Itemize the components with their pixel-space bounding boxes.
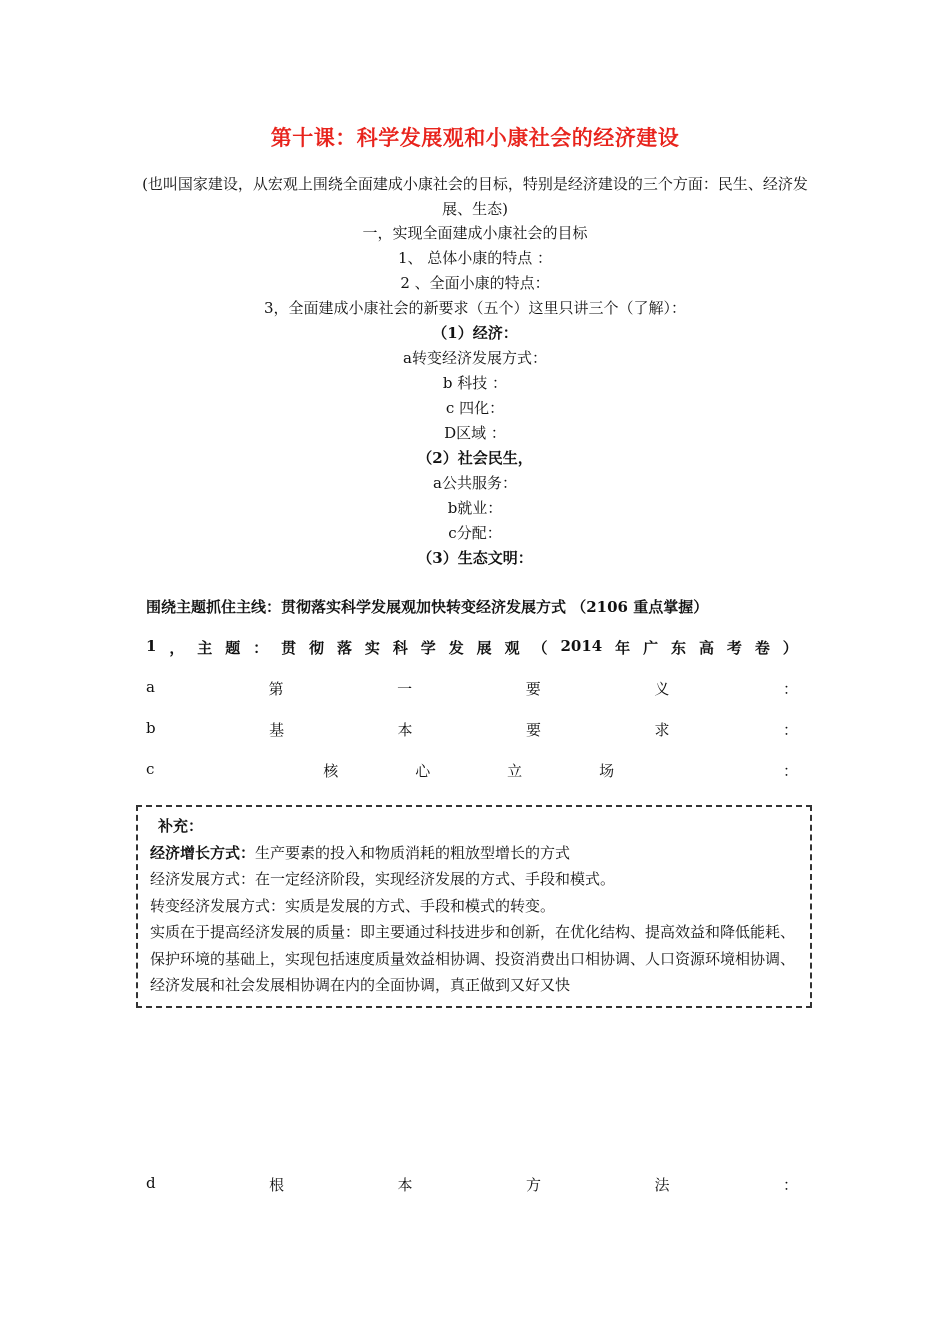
theme-char: ） xyxy=(782,639,798,657)
theme-char: 东 xyxy=(671,639,687,657)
outline-line: D区域 ： xyxy=(444,424,506,442)
theme-row xyxy=(146,637,798,658)
theme-char: ： xyxy=(253,639,269,657)
theme-char: 贯 xyxy=(281,639,297,657)
theme-char: 发 xyxy=(448,639,464,657)
supplement-line: 经济发展方式：在一定经济阶段，实现经济发展的方式、手段和模式。 xyxy=(150,870,616,888)
theme-char: 实 xyxy=(364,639,380,657)
row-a: a 第 一 要 义 ： xyxy=(146,678,798,698)
main-line: 围绕主题抓住主线：贯彻落实科学发展观加快转变经济发展方式 （2106 重点掌握） xyxy=(146,598,709,616)
theme-char: 卷 xyxy=(754,639,770,657)
intro-paragraph: (也叫国家建设，从宏观上围绕全面建成小康社会的目标，特别是经济建设的三个方面：民生、经济发展、生态) xyxy=(142,175,808,218)
outline-line: c分配： xyxy=(448,524,502,542)
outline-heading: （3）生态文明： xyxy=(417,549,533,567)
outline-line: 3，全面建成小康社会的新要求（五个）这里只讲三个（了解）： xyxy=(263,299,687,317)
theme-char: 科 xyxy=(392,639,408,657)
outline-line: 2 、全面小康的特点： xyxy=(400,274,550,292)
theme-char: 题 xyxy=(225,639,241,657)
outline-line: 一，实现全面建成小康社会的目标 xyxy=(362,224,588,242)
theme-char: 学 xyxy=(420,639,436,657)
outline-heading: （2）社会民生， xyxy=(417,449,533,467)
outline-line: b 科技 ： xyxy=(442,374,508,392)
supplement-line: 转变经济发展方式：实质是发展的方式、手段和模式的转变。 xyxy=(150,896,556,915)
theme-char: 考 xyxy=(726,639,742,657)
supplement-heading: 补充： xyxy=(158,817,204,835)
outline-line: a公共服务： xyxy=(433,474,517,492)
theme-char: （ xyxy=(532,639,548,657)
outline-line: 1、 总体小康的特点 ： xyxy=(397,249,553,267)
outline-line: a转变经济发展方式： xyxy=(403,349,547,367)
theme-char: 高 xyxy=(698,639,714,657)
theme-char: 广 xyxy=(643,639,659,657)
theme-char: 1 xyxy=(146,637,157,655)
page-title: 第十课：科学发展观和小康社会的经济建设 xyxy=(270,125,680,150)
supplement-line: 经济增长方式：生产要素的投入和物质消耗的粗放型增长的方式 xyxy=(150,843,571,862)
theme-char: 2014 xyxy=(560,637,603,655)
theme-char: 主 xyxy=(197,639,213,657)
row-d: d 根 本 方 法 ： xyxy=(146,1174,798,1194)
supplement-box xyxy=(136,805,812,1008)
row-c: c 核 心 立 场 ： xyxy=(146,760,798,780)
theme-char: 观 xyxy=(504,639,520,657)
row-b: b 基 本 要 求 ： xyxy=(146,719,798,739)
outline-line: c 四化： xyxy=(445,399,505,417)
supplement-line: 实质在于提高经济发展的质量：即主要通过科技进步和创新，在优化结构、提高效益和降低能耗、保护环境的基础上，实现包括速度质量效益相协调、投资消费出口相协调、人口资源环境相协调、经济发展和社会发展相协调在内的全面协调，真正做到又好又快 xyxy=(150,923,796,994)
theme-char: 落 xyxy=(336,639,352,657)
theme-char: ， xyxy=(169,639,185,657)
theme-char: 展 xyxy=(476,639,492,657)
theme-char: 年 xyxy=(615,639,631,657)
outline-heading: （1）经济： xyxy=(432,324,518,342)
outline-line: b就业： xyxy=(447,499,503,517)
theme-char: 彻 xyxy=(309,639,325,657)
